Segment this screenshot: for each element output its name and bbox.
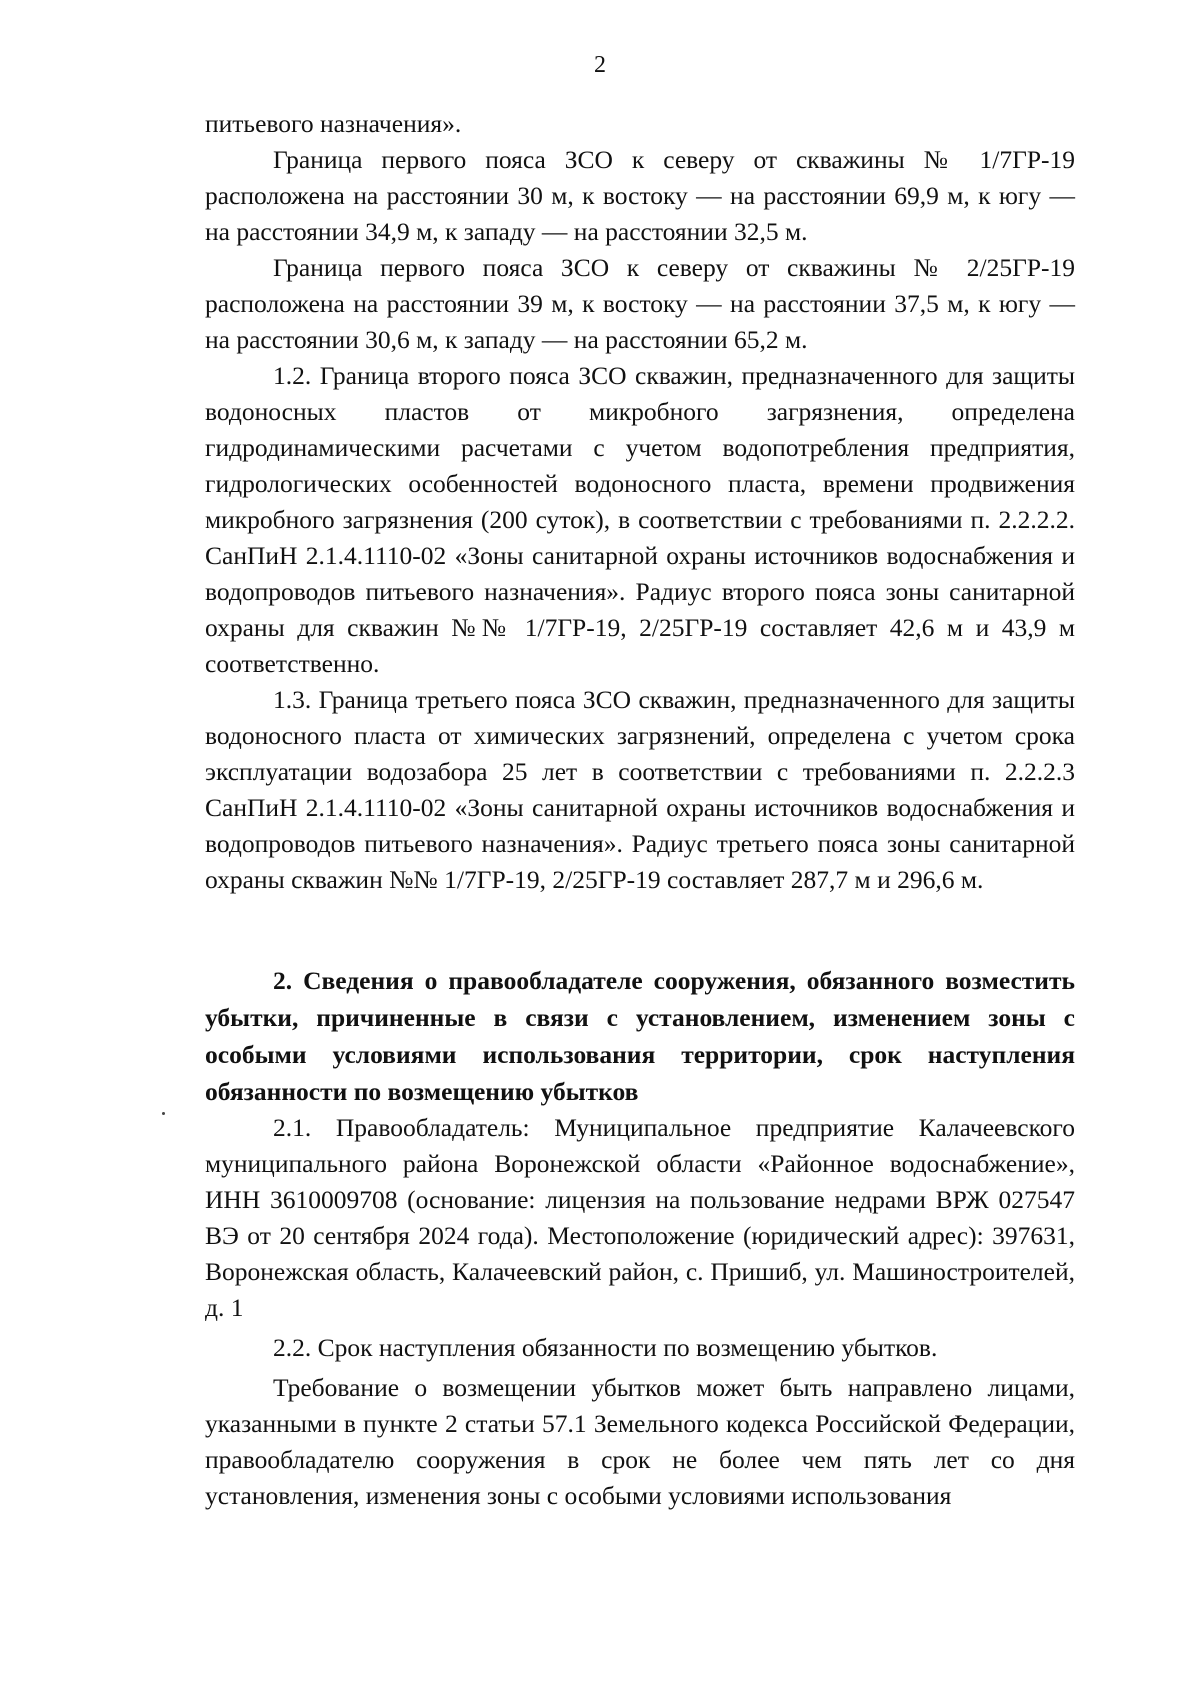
paragraph-compensation-claim: Требование о возмещении убытков может быть направлено лицами, указанными в пункте 2 статьи 57.1 Земельного кодекса Российской Федерации, правообладателю сооружения в срок не более чем пять лет со дня установления, изменения зоны с особыми условиями использования <box>205 1373 1075 1510</box>
paragraph-obligation-term: 2.2. Срок наступления обязанности по возмещению убытков. <box>273 1333 938 1362</box>
paragraph-rightholder: 2.1. Правообладатель: Муниципальное предприятие Калачеевского муниципального района Воронежской области «Районное водоснабжение», ИНН 3610009708 (основание: лицензия на пользование недрами ВРЖ 027547 ВЭ от 20 сентября 2024 года). Местоположение (юридический адрес): 397631, Воронежская область, Калачеевский район, с. Пришиб, ул. Машиностроителей, д. 1 <box>205 1113 1075 1322</box>
paragraph-second-belt: 1.2. Граница второго пояса ЗСО скважин, предназначенного для защиты водоносных пластов от микробного загрязнения, определена гидродинамическими расчетами с учетом водопотребления предприятия, гидрологических особенностей водоносного пласта, времени продвижения микробного загрязнения (200 суток), в соответствии с требованиями п. 2.2.2.2. СанПиН 2.1.4.1110-02 «Зоны санитарной охраны источников водоснабжения и водопроводов питьевого назначения». Радиус второго пояса зоны санитарной охраны для скважин №№ 1/7ГР-19, 2/25ГР-19 составляет 42,6 м и 43,9 м соответственно. <box>205 361 1075 678</box>
paragraph-third-belt: 1.3. Граница третьего пояса ЗСО скважин, предназначенного для защиты водоносного пласта от химических загрязнений, определена с учетом срока эксплуатации водозабора 25 лет в соответствии с требованиями п. 2.2.2.3 СанПиН 2.1.4.1110-02 «Зоны санитарной охраны источников водоснабжения и водопроводов питьевого назначения». Радиус третьего пояса зоны санитарной охраны скважин №№ 1/7ГР-19, 2/25ГР-19 составляет 287,7 м и 296,6 м. <box>205 685 1075 894</box>
section-heading-2: 2. Сведения о правообладателе сооружения, обязанного возместить убытки, причиненные в связи с установлением, изменением зоны с особыми условиями использования территории, срок наступления обязанности по возмещению убытков <box>205 966 1075 1106</box>
scan-speck <box>162 1112 165 1115</box>
paragraph-continuation: питьевого назначения». <box>205 109 462 138</box>
paragraph-first-belt-well-1: Граница первого пояса ЗСО к северу от скважины № 1/7ГР-19 расположена на расстоянии 30 м, к востоку — на расстоянии 69,9 м, к югу — на расстоянии 34,9 м, к западу — на расстоянии 32,5 м. <box>205 145 1075 246</box>
paragraph-first-belt-well-2: Граница первого пояса ЗСО к северу от скважины № 2/25ГР-19 расположена на расстоянии 39 м, к востоку — на расстоянии 37,5 м, к югу — на расстоянии 30,6 м, к западу — на расстоянии 65,2 м. <box>205 253 1075 354</box>
page-number: 2 <box>594 52 606 78</box>
document-body <box>205 106 1075 1514</box>
